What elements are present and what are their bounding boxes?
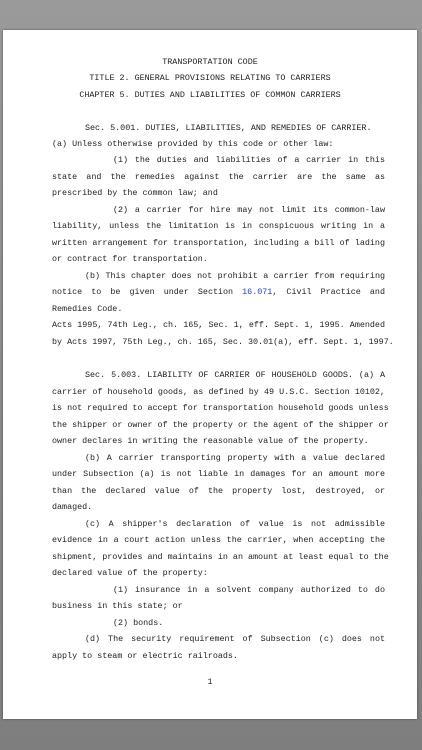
sec-5003-c2: (2) bonds. (113, 618, 164, 628)
sec-5003-text-line: shipment, provides and maintains in an amount at least equal to the (52, 552, 389, 562)
sec-5001-a1: (1) the duties and liabilities of a carrier in this (113, 155, 385, 165)
sec-5001-heading: Sec. 5.001. DUTIES, LIABILITIES, AND REMEDIES OF CARRIER. (85, 123, 372, 133)
sec-5001-text-line: Remedies Code. (52, 304, 123, 314)
page-number: 1 (207, 677, 213, 687)
sec-5003-heading: Sec. 5.003. LIABILITY OF CARRIER OF HOUSEHOLD GOODS. (a) A (85, 370, 385, 380)
sec-5001-text-line: state and the remedies against the carrier are the same as (52, 172, 385, 182)
sec-5001-text-line: prescribed by the common law; and (52, 188, 218, 198)
text-fragment: notice to be given under Section (52, 287, 243, 297)
sec-5003-c1: (1) insurance in a solvent company authorized to do (113, 585, 385, 595)
sec-5003-c: (c) A shipper's declaration of value is not admissible (85, 519, 385, 529)
sec-5001-a: (a) Unless otherwise provided by this code or other law: (52, 139, 334, 149)
sec-5001-b-cont (52, 287, 385, 297)
sec-5003-text-line: under Subsection (a) is not liable in damages for an amount more (52, 469, 385, 479)
section-16-071-link[interactable]: 16.071 (242, 287, 273, 297)
sec-5003-b: (b) A carrier transporting property with a value declared (85, 453, 385, 463)
text-fragment: , Civil Practice and (272, 287, 385, 297)
sec-5001-text-line: liability, unless the limitation is in conspicuous writing in a (52, 221, 385, 231)
sec-5003-text-line: business in this state; or (52, 601, 183, 611)
sec-5001-text-line: or contract for transportation. (52, 254, 208, 264)
sec-5001-history: by Acts 1997, 75th Leg., ch. 165, Sec. 30.01(a), eff. Sept. 1, 1997. (52, 337, 394, 347)
chapter-heading: CHAPTER 5. DUTIES AND LIABILITIES OF COMMON CARRIERS (79, 90, 341, 100)
sec-5001-history: Acts 1995, 74th Leg., ch. 165, Sec. 1, eff. Sept. 1, 1995. Amended (52, 320, 385, 330)
sec-5003-text-line: declared value of the property: (52, 568, 208, 578)
sec-5001-b: (b) This chapter does not prohibit a carrier from requiring (85, 271, 385, 281)
sec-5003-text-line: owner declares in writing the reasonable value of the property. (52, 436, 369, 446)
sec-5003-text-line: damaged. (52, 502, 93, 512)
sec-5003-text-line: the shipper or owner of the property or the agent of the shipper or (52, 420, 389, 430)
document-page[interactable] (3, 30, 417, 719)
sec-5003-text-line: apply to steam or electric railroads. (52, 651, 238, 661)
sec-5003-text-line: carrier of household goods, as defined by 49 U.S.C. Section 10102, (52, 387, 385, 397)
code-title: TRANSPORTATION CODE (162, 57, 258, 67)
sec-5003-d: (d) The security requirement of Subsection (c) does not (85, 634, 385, 644)
sec-5001-text-line: written arrangement for transportation, including a bill of lading (52, 238, 385, 248)
sec-5001-a2: (2) a carrier for hire may not limit its common-law (113, 205, 385, 215)
sec-5003-text-line: is not required to accept for transportation household goods unless (52, 403, 389, 413)
title-heading: TITLE 2. GENERAL PROVISIONS RELATING TO CARRIERS (89, 73, 331, 83)
sec-5003-text-line: than the declared value of the property lost, destroyed, or (52, 486, 385, 496)
sec-5003-text-line: evidence in a court action unless the carrier, when accepting the (52, 535, 385, 545)
